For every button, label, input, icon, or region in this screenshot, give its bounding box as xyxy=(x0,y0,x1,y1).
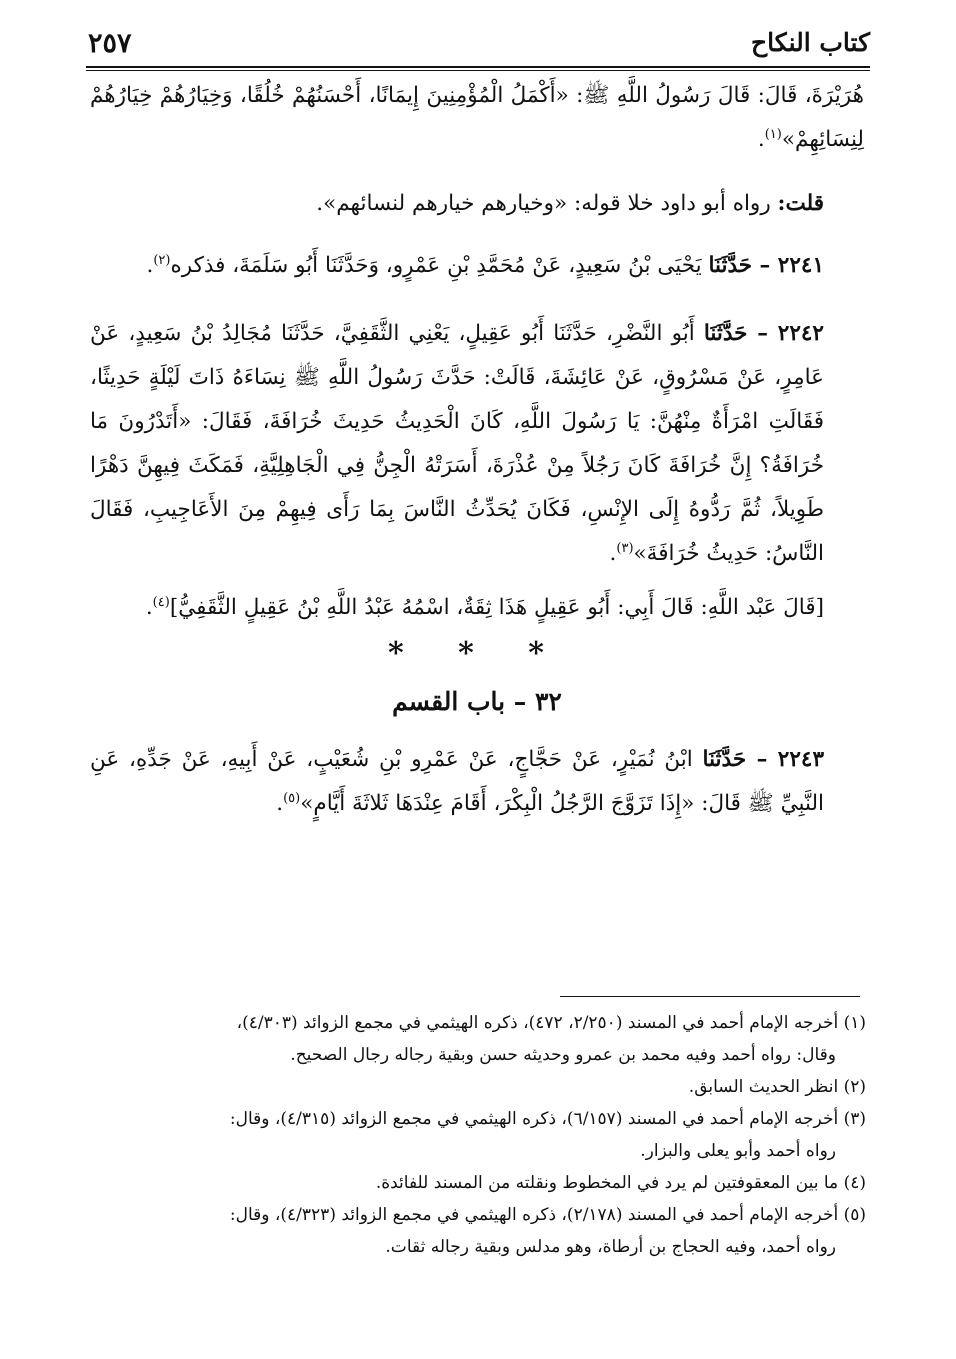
footnote-number-3: (٣) xyxy=(843,1109,866,1129)
footnote-3-continuation: رواه أحمد وأبو يعلى والبزار. xyxy=(640,1141,836,1161)
footnote-number-1: (١) xyxy=(843,1013,866,1033)
footnote-3-line-1: أخرجه الإمام أحمد في المسند (٦/١٥٧)، ذكره الهيثمي في مجمع الزوائد (٤/٣١٥)، وقال: xyxy=(229,1109,844,1129)
qult-paragraph xyxy=(90,182,864,226)
qult-text: رواه أبو داود خلا قوله: «وخيارهم خيارهم لنسائهم». xyxy=(316,191,778,216)
bracket-note-end: . xyxy=(145,595,153,620)
running-header-title: كتاب النكاح xyxy=(751,28,870,57)
main-text xyxy=(90,70,864,826)
hadith-number-2242: ٢٢٤٢ xyxy=(777,321,824,346)
continued-hadith-line-2: خِيَارُهُمْ لِنِسَائِهِمْ» xyxy=(90,83,864,152)
footnote-3 xyxy=(90,1104,866,1135)
footnote-number-5: (٥) xyxy=(843,1205,866,1225)
continued-hadith-paragraph xyxy=(90,74,864,162)
footnote-2-line-1: انظر الحديث السابق. xyxy=(688,1077,844,1097)
section-separator-stars: * * * xyxy=(388,636,566,671)
footnote-5-line-1: أخرجه الإمام أحمد في المسند (٢/١٧٨)، ذكره الهيثمي في مجمع الزوائد (٤/٣٢٣)، وقال: xyxy=(229,1205,844,1225)
haddathana-2243: حَدَّثَنَا xyxy=(702,747,747,772)
haddathana-2242: حَدَّثَنَا xyxy=(703,321,748,346)
footnote-number-2: (٢) xyxy=(843,1077,866,1097)
footnote-ref-3: (٣) xyxy=(616,540,634,556)
continued-hadith-line-1: هُرَيْرَةَ، قَالَ: قَالَ رَسُولُ اللَّهِ ﷺ: «أَكْمَلُ الْمُؤْمِنِينَ إِيمَانًا، أَحْسَنُهُمْ خُلُقًا، وَخِيَارُهُمْ xyxy=(159,83,864,108)
footnote-2 xyxy=(90,1072,866,1103)
hadith-dash-2243: – xyxy=(746,747,778,772)
footnote-1 xyxy=(90,1008,866,1039)
hadith-dash-2242: – xyxy=(747,321,778,346)
footnote-1-continuation: وقال: رواه أحمد وفيه محمد بن عمرو وحديثه حسن وبقية رجاله رجال الصحيح. xyxy=(290,1045,836,1065)
hadith-number-2243: ٢٢٤٣ xyxy=(777,747,824,772)
bracket-note-paragraph xyxy=(90,586,864,630)
footnote-1-line-1: أخرجه الإمام أحمد في المسند (٢/٢٥٠، ٤٧٢)، ذكره الهيثمي في مجمع الزوائد (٤/٣٠٣)، xyxy=(236,1013,844,1033)
hadith-dash-2241: – xyxy=(752,253,778,278)
hadith-text-2242: أَبُو النَّضْرِ، حَدَّثَنَا أَبُو عَقِيلٍ، يَعْنِي الثَّقَفِيَّ، حَدَّثَنَا مُجَالِدُ بْنُ سَعِيدٍ، عَنْ عَامِرٍ، عَنْ مَسْرُوقٍ، عَنْ عَائِشَةَ، قَالَتْ: حَدَّثَ رَسُولُ اللَّهِ ﷺ نِسَاءَهُ ذَاتَ لَيْلَةٍ حَدِيثًا، فَقَالَتِ امْرَأَةٌ مِنْهُنَّ: يَا رَسُولَ اللَّهِ، كَانَ الْحَدِيثُ حَدِيثَ خُرَافَةَ، فَقَالَ: «أَتَدْرُونَ مَا خُرَافَةُ؟ إِنَّ خُرَافَةَ كَانَ رَجُلاً مِنْ عُذْرَةَ، أَسَرَتْهُ الْجِنُّ فِي الْجَاهِلِيَّةِ، فَمَكَثَ فِيهِنَّ دَهْرًا طَوِيلاً، ثُمَّ رَدُّوهُ إِلَى الإِنْسِ، فَكَانَ يُحَدِّثُ النَّاسَ بِمَا رَأَى فِيهِمْ مِنَ الأَعَاجِيبِ، فَقَالَ النَّاسُ: حَدِيثُ خُرَافَةَ» xyxy=(90,321,824,566)
footnote-5-continuation: رواه أحمد، وفيه الحجاج بن أرطاة، وهو مدلس وبقية رجاله ثقات. xyxy=(385,1237,836,1257)
hadith-end-2242: . xyxy=(609,541,617,566)
footnote-ref-5: (٥) xyxy=(283,790,301,806)
hadith-2241 xyxy=(90,244,864,288)
page-number: ٢٥٧ xyxy=(88,28,132,59)
footnote-ref-2: (٢) xyxy=(153,252,171,268)
hadith-text-2243: ابْنُ نُمَيْرٍ، عَنْ حَجَّاجٍ، عَنْ عَمْرِو بْنِ شُعَيْبٍ، عَنْ أَبِيهِ، عَنْ جَدِّهِ، عَنِ النَّبِيِّ ﷺ قَالَ: «إِذَا تَزَوَّجَ الرَّجُلُ الْبِكْرَ، أَقَامَ عِنْدَهَا ثَلاثَةَ أَيَّامٍ» xyxy=(90,747,824,816)
footnote-separator xyxy=(560,996,860,997)
hadith-end-2241: . xyxy=(146,253,154,278)
qult-label: قلت: xyxy=(777,191,824,216)
footnotes xyxy=(90,1008,866,1264)
footnote-ref-1: (١) xyxy=(764,126,782,142)
hadith-2243 xyxy=(90,738,864,826)
hadith-number-2241: ٢٢٤١ xyxy=(777,253,824,278)
footnote-number-4: (٤) xyxy=(843,1173,866,1193)
continued-hadith-end: . xyxy=(757,127,765,152)
footnote-5 xyxy=(90,1200,866,1231)
section-heading: ٣٢ – باب القسم xyxy=(392,687,562,716)
footnote-4-line-1: ما بين المعقوفتين لم يرد في المخطوط ونقلته من المسند للفائدة. xyxy=(375,1173,844,1193)
haddathana-2241: حَدَّثَنَا xyxy=(708,253,753,278)
hadith-end-2243: . xyxy=(276,791,284,816)
hadith-text-2241: يَحْيَى بْنُ سَعِيدٍ، عَنْ مُحَمَّدِ بْنِ عَمْرٍو، وَحَدَّثَنَا أَبُو سَلَمَةَ، فذكره xyxy=(170,253,709,278)
bracket-note-text: [قَالَ عَبْد اللَّهِ: قَالَ أَبِي: أَبُو عَقِيلٍ هَذَا ثِقَةٌ، اسْمُهُ عَبْدُ اللَّهِ بْنُ عَقِيلٍ الثَّقَفِيُّ] xyxy=(169,595,824,620)
hadith-2242 xyxy=(90,312,864,576)
footnote-4 xyxy=(90,1168,866,1199)
footnote-ref-4: (٤) xyxy=(152,594,170,610)
